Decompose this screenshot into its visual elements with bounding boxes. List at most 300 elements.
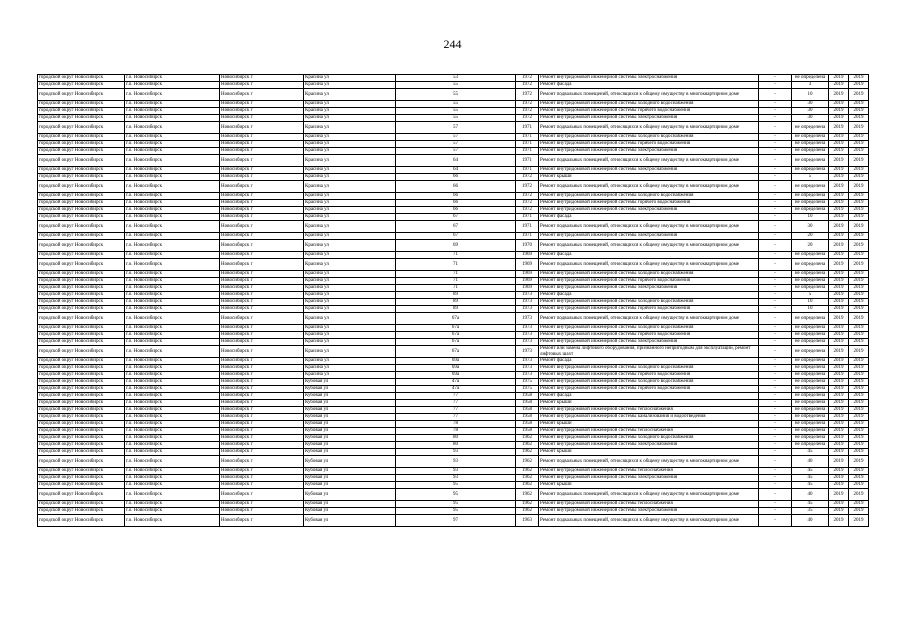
table-row — [38, 259, 869, 271]
cell-cost: 45 — [792, 482, 829, 489]
cell-house: 93 — [396, 475, 516, 482]
table-row — [38, 148, 869, 155]
cell-year-end: 2019 — [849, 207, 869, 214]
cell-settlement: Новосибирск г — [220, 482, 304, 489]
cell-dash: - — [759, 435, 792, 442]
cell-year: 1973 — [516, 365, 539, 372]
cell-street: Кубовая ул — [304, 414, 396, 421]
cell-cost: не определена — [792, 414, 829, 421]
cell-street: Красина ул — [304, 306, 396, 313]
page-number: 244 — [443, 37, 462, 51]
cell-work-type: Ремонт внутридомовой инженерной системы холодного водоснабжения — [539, 325, 759, 332]
cell-settlement: Новосибирск г — [220, 501, 304, 508]
cell-municipality: г.о. Новосибирск — [125, 259, 220, 271]
cell-year: 1971 — [516, 221, 539, 233]
cell-settlement: Новосибирск г — [220, 75, 304, 82]
table-row — [38, 181, 869, 193]
cell-okrug: городской округ Новосибирск — [38, 346, 125, 358]
cell-settlement: Новосибирск г — [220, 221, 304, 233]
cell-cost: не определена — [792, 207, 829, 214]
cell-cost: не определена — [792, 75, 829, 82]
cell-year-start: 2019 — [829, 325, 849, 332]
cell-year-end: 2019 — [849, 501, 869, 508]
cell-work-type: Ремонт крыши — [539, 400, 759, 407]
cell-house: 93 — [396, 456, 516, 468]
table-row — [38, 271, 869, 278]
cell-street: Красина ул — [304, 181, 396, 193]
cell-dash: - — [759, 299, 792, 306]
cell-cost: 10 — [792, 214, 829, 221]
cell-dash: - — [759, 141, 792, 148]
cell-year-end: 2019 — [849, 449, 869, 456]
cell-okrug: городской округ Новосибирск — [38, 393, 125, 400]
cell-street: Красина ул — [304, 358, 396, 365]
cell-year-start: 2019 — [829, 365, 849, 372]
cell-cost: 20 — [792, 233, 829, 240]
cell-year-start: 2019 — [829, 372, 849, 379]
cell-year-start: 2019 — [829, 167, 849, 174]
table-row — [38, 393, 869, 400]
cell-settlement: Новосибирск г — [220, 207, 304, 214]
cell-dash: - — [759, 449, 792, 456]
cell-cost: 40 — [792, 489, 829, 501]
cell-street: Красина ул — [304, 89, 396, 101]
cell-year: 1962 — [516, 449, 539, 456]
cell-dash: - — [759, 134, 792, 141]
cell-street: Кубовая ул — [304, 379, 396, 386]
cell-okrug: городской округ Новосибирск — [38, 325, 125, 332]
cell-year-start: 2019 — [829, 435, 849, 442]
cell-year-start: 2019 — [829, 468, 849, 475]
cell-year-start: 2019 — [829, 259, 849, 271]
cell-year: 1972 — [516, 181, 539, 193]
cell-cost: 45 — [792, 468, 829, 475]
table-row — [38, 489, 869, 501]
cell-work-type: Ремонт внутридомовой инженерной системы электроснабжения — [539, 508, 759, 515]
cell-municipality: г.о. Новосибирск — [125, 233, 220, 240]
cell-cost: не определена — [792, 285, 829, 292]
table-row — [38, 122, 869, 134]
cell-okrug: городской округ Новосибирск — [38, 468, 125, 475]
cell-settlement: Новосибирск г — [220, 115, 304, 122]
cell-cost: не определена — [792, 407, 829, 414]
cell-work-type: Ремонт подвальных помещений, относящихся к общему имуществу в многоквартирном доме — [539, 456, 759, 468]
cell-year-start: 2019 — [829, 75, 849, 82]
cell-street: Красина ул — [304, 365, 396, 372]
cell-okrug: городской округ Новосибирск — [38, 306, 125, 313]
cell-municipality: г.о. Новосибирск — [125, 428, 220, 435]
cell-municipality: г.о. Новосибирск — [125, 115, 220, 122]
cell-year-start: 2019 — [829, 449, 849, 456]
cell-dash: - — [759, 181, 792, 193]
cell-house: 93 — [396, 449, 516, 456]
table-row — [38, 515, 869, 527]
cell-work-type: Ремонт внутридомовой инженерной системы горячего водоснабжения — [539, 108, 759, 115]
cell-year-start: 2019 — [829, 386, 849, 393]
cell-settlement: Новосибирск г — [220, 421, 304, 428]
cell-settlement: Новосибирск г — [220, 346, 304, 358]
cell-work-type: Ремонт внутридомовой инженерной системы холодного водоснабжения — [539, 379, 759, 386]
cell-cost: 30 — [792, 221, 829, 233]
table-row — [38, 386, 869, 393]
cell-year-start: 2019 — [829, 482, 849, 489]
cell-street: Красина ул — [304, 207, 396, 214]
cell-street: Кубовая ул — [304, 508, 396, 515]
cell-municipality: г.о. Новосибирск — [125, 468, 220, 475]
cell-street: Красина ул — [304, 101, 396, 108]
cell-year-end: 2019 — [849, 200, 869, 207]
cell-year-start: 2019 — [829, 148, 849, 155]
cell-street: Красина ул — [304, 372, 396, 379]
cell-work-type: Ремонт подвальных помещений, относящихся к общему имуществу в многоквартирном доме — [539, 313, 759, 325]
cell-house: 55 — [396, 101, 516, 108]
cell-municipality: г.о. Новосибирск — [125, 346, 220, 358]
cell-work-type: Ремонт или замена лифтового оборудования, признанного непригодным для эксплуатации, ремонт лифтовых шахт — [539, 346, 759, 358]
cell-work-type: Ремонт фасада — [539, 82, 759, 89]
cell-settlement: Новосибирск г — [220, 155, 304, 167]
cell-settlement: Новосибирск г — [220, 214, 304, 221]
cell-year-end: 2019 — [849, 442, 869, 449]
cell-year-end: 2019 — [849, 292, 869, 299]
cell-year: 1958 — [516, 393, 539, 400]
cell-street: Красина ул — [304, 278, 396, 285]
cell-house: 64 — [396, 155, 516, 167]
cell-work-type: Ремонт подвальных помещений, относящихся к общему имуществу в многоквартирном доме — [539, 489, 759, 501]
cell-dash: - — [759, 372, 792, 379]
cell-year: 1969 — [516, 271, 539, 278]
cell-work-type: Ремонт внутридомовой инженерной системы электроснабжения — [539, 442, 759, 449]
cell-street: Красина ул — [304, 240, 396, 252]
cell-house: 66 — [396, 207, 516, 214]
cell-street: Красина ул — [304, 346, 396, 358]
cell-house: 57 — [396, 134, 516, 141]
table-row — [38, 101, 869, 108]
cell-municipality: г.о. Новосибирск — [125, 407, 220, 414]
table-row — [38, 292, 869, 299]
cell-municipality: г.о. Новосибирск — [125, 508, 220, 515]
cell-municipality: г.о. Новосибирск — [125, 414, 220, 421]
cell-street: Кубовая ул — [304, 428, 396, 435]
cell-street: Кубовая ул — [304, 468, 396, 475]
cell-dash: - — [759, 101, 792, 108]
table-row — [38, 174, 869, 181]
cell-okrug: городской округ Новосибирск — [38, 285, 125, 292]
cell-year: 1971 — [516, 167, 539, 174]
cell-dash: - — [759, 108, 792, 115]
cell-cost: не определена — [792, 252, 829, 259]
cell-street: Кубовая ул — [304, 400, 396, 407]
cell-dash: - — [759, 332, 792, 339]
cell-street: Красина ул — [304, 108, 396, 115]
cell-dash: - — [759, 278, 792, 285]
cell-street: Красина ул — [304, 221, 396, 233]
cell-cost: 10 — [792, 299, 829, 306]
cell-cost: не определена — [792, 400, 829, 407]
cell-year-end: 2019 — [849, 456, 869, 468]
cell-house: 67а — [396, 346, 516, 358]
cell-municipality: г.о. Новосибирск — [125, 278, 220, 285]
cell-house: 67а — [396, 332, 516, 339]
cell-dash: - — [759, 442, 792, 449]
cell-cost: 30 — [792, 115, 829, 122]
cell-work-type: Ремонт фасада — [539, 358, 759, 365]
cell-cost: не определена — [792, 386, 829, 393]
cell-year-start: 2019 — [829, 489, 849, 501]
cell-work-type: Ремонт внутридомовой инженерной системы теплоснабжения — [539, 468, 759, 475]
cell-year: 1963 — [516, 515, 539, 527]
cell-year: 1972 — [516, 82, 539, 89]
cell-settlement: Новосибирск г — [220, 489, 304, 501]
table-row — [38, 475, 869, 482]
cell-cost: 3 — [792, 82, 829, 89]
cell-year-start: 2019 — [829, 379, 849, 386]
cell-settlement: Новосибирск г — [220, 442, 304, 449]
cell-dash: - — [759, 428, 792, 435]
cell-house: 95 — [396, 489, 516, 501]
cell-okrug: городской округ Новосибирск — [38, 89, 125, 101]
cell-year-end: 2019 — [849, 134, 869, 141]
table-row — [38, 214, 869, 221]
cell-work-type: Ремонт внутридомовой инженерной системы электроснабжения — [539, 339, 759, 346]
cell-year-end: 2019 — [849, 108, 869, 115]
cell-municipality: г.о. Новосибирск — [125, 82, 220, 89]
cell-settlement: Новосибирск г — [220, 435, 304, 442]
cell-year-start: 2019 — [829, 299, 849, 306]
cell-house: 95 — [396, 508, 516, 515]
cell-street: Кубовая ул — [304, 435, 396, 442]
cell-work-type: Ремонт внутридомовой инженерной системы электроснабжения — [539, 207, 759, 214]
cell-year-end: 2019 — [849, 468, 869, 475]
cell-house: 97 — [396, 515, 516, 527]
table-row — [38, 193, 869, 200]
table-row — [38, 252, 869, 259]
cell-year-start: 2019 — [829, 346, 849, 358]
cell-work-type: Ремонт подвальных помещений, относящихся к общему имуществу в многоквартирном доме — [539, 240, 759, 252]
table-row — [38, 306, 869, 313]
cell-house: 78 — [396, 421, 516, 428]
cell-year-end: 2019 — [849, 379, 869, 386]
cell-cost: не определена — [792, 421, 829, 428]
cell-year: 1962 — [516, 456, 539, 468]
cell-cost: не определена — [792, 259, 829, 271]
cell-year-start: 2019 — [829, 278, 849, 285]
cell-okrug: городской округ Новосибирск — [38, 339, 125, 346]
cell-okrug: городской округ Новосибирск — [38, 181, 125, 193]
cell-settlement: Новосибирск г — [220, 508, 304, 515]
cell-okrug: городской округ Новосибирск — [38, 508, 125, 515]
table-row — [38, 407, 869, 414]
cell-year-end: 2019 — [849, 339, 869, 346]
table-row — [38, 468, 869, 475]
cell-street: Красина ул — [304, 332, 396, 339]
cell-year: 1971 — [516, 122, 539, 134]
cell-cost: 40 — [792, 515, 829, 527]
table-row — [38, 442, 869, 449]
cell-municipality: г.о. Новосибирск — [125, 421, 220, 428]
cell-dash: - — [759, 468, 792, 475]
cell-cost: не определена — [792, 358, 829, 365]
cell-dash: - — [759, 221, 792, 233]
cell-year-start: 2019 — [829, 193, 849, 200]
cell-house: 64 — [396, 167, 516, 174]
cell-house: 55 — [396, 89, 516, 101]
cell-settlement: Новосибирск г — [220, 449, 304, 456]
table-row — [38, 313, 869, 325]
cell-year-start: 2019 — [829, 207, 849, 214]
cell-municipality: г.о. Новосибирск — [125, 393, 220, 400]
cell-okrug: городской округ Новосибирск — [38, 400, 125, 407]
cell-house: 55 — [396, 108, 516, 115]
cell-work-type: Ремонт внутридомовой инженерной системы электроснабжения — [539, 115, 759, 122]
cell-settlement: Новосибирск г — [220, 456, 304, 468]
cell-municipality: г.о. Новосибирск — [125, 181, 220, 193]
cell-year-end: 2019 — [849, 115, 869, 122]
table-row — [38, 332, 869, 339]
cell-year-end: 2019 — [849, 358, 869, 365]
cell-dash: - — [759, 75, 792, 82]
cell-cost: не определена — [792, 181, 829, 193]
cell-street: Кубовая ул — [304, 489, 396, 501]
table-row — [38, 501, 869, 508]
cell-street: Красина ул — [304, 285, 396, 292]
cell-year: 1971 — [516, 155, 539, 167]
table-row — [38, 285, 869, 292]
cell-year-start: 2019 — [829, 82, 849, 89]
cell-year-start: 2019 — [829, 115, 849, 122]
cell-street: Красина ул — [304, 167, 396, 174]
table-row — [38, 75, 869, 82]
cell-dash: - — [759, 313, 792, 325]
cell-dash: - — [759, 214, 792, 221]
cell-dash: - — [759, 306, 792, 313]
cell-year: 1972 — [516, 101, 539, 108]
cell-year-end: 2019 — [849, 435, 869, 442]
cell-year-end: 2019 — [849, 489, 869, 501]
cell-okrug: городской округ Новосибирск — [38, 414, 125, 421]
cell-work-type: Ремонт внутридомовой инженерной системы холодного водоснабжения — [539, 271, 759, 278]
table-row — [38, 200, 869, 207]
cell-okrug: городской округ Новосибирск — [38, 155, 125, 167]
cell-okrug: городской округ Новосибирск — [38, 167, 125, 174]
cell-dash: - — [759, 365, 792, 372]
cell-work-type: Ремонт внутридомовой инженерной системы горячего водоснабжения — [539, 200, 759, 207]
cell-house: 95 — [396, 482, 516, 489]
cell-work-type: Ремонт внутридомовой инженерной системы электроснабжения — [539, 75, 759, 82]
table-row — [38, 482, 869, 489]
cell-work-type: Ремонт внутридомовой инженерной системы электроснабжения — [539, 285, 759, 292]
cell-okrug: городской округ Новосибирск — [38, 449, 125, 456]
cell-cost: не определена — [792, 339, 829, 346]
cell-year-end: 2019 — [849, 155, 869, 167]
cell-dash: - — [759, 207, 792, 214]
cell-house: 57 — [396, 122, 516, 134]
cell-work-type: Ремонт крыши — [539, 449, 759, 456]
cell-year: 1975 — [516, 379, 539, 386]
cell-year: 1971 — [516, 233, 539, 240]
cell-work-type: Ремонт подвальных помещений, относящихся к общему имуществу в многоквартирном доме — [539, 181, 759, 193]
cell-house: 69а — [396, 365, 516, 372]
cell-house: 55 — [396, 115, 516, 122]
cell-cost: 10 — [792, 89, 829, 101]
cell-settlement: Новосибирск г — [220, 193, 304, 200]
cell-settlement: Новосибирск г — [220, 393, 304, 400]
cell-municipality: г.о. Новосибирск — [125, 456, 220, 468]
cell-municipality: г.о. Новосибирск — [125, 515, 220, 527]
cell-year-start: 2019 — [829, 108, 849, 115]
table-row — [38, 379, 869, 386]
cell-settlement: Новосибирск г — [220, 148, 304, 155]
cell-street: Кубовая ул — [304, 501, 396, 508]
cell-municipality: г.о. Новосибирск — [125, 358, 220, 365]
cell-street: Кубовая ул — [304, 407, 396, 414]
cell-year-start: 2019 — [829, 501, 849, 508]
cell-work-type: Ремонт внутридомовой инженерной системы холодного водоснабжения — [539, 134, 759, 141]
cell-house: 67а — [396, 313, 516, 325]
cell-work-type: Ремонт внутридомовой инженерной системы электроснабжения — [539, 148, 759, 155]
cell-municipality: г.о. Новосибирск — [125, 214, 220, 221]
cell-year-end: 2019 — [849, 122, 869, 134]
cell-municipality: г.о. Новосибирск — [125, 372, 220, 379]
cell-settlement: Новосибирск г — [220, 306, 304, 313]
cell-cost: не определена — [792, 332, 829, 339]
cell-municipality: г.о. Новосибирск — [125, 400, 220, 407]
cell-year-start: 2019 — [829, 515, 849, 527]
cell-municipality: г.о. Новосибирск — [125, 339, 220, 346]
cell-settlement: Новосибирск г — [220, 108, 304, 115]
cell-house: 93 — [396, 468, 516, 475]
cell-house: 55 — [396, 82, 516, 89]
cell-dash: - — [759, 339, 792, 346]
cell-year: 1972 — [516, 207, 539, 214]
table-row — [38, 414, 869, 421]
cell-street: Красина ул — [304, 148, 396, 155]
cell-cost: не определена — [792, 435, 829, 442]
cell-cost: не определена — [792, 200, 829, 207]
cell-year-start: 2019 — [829, 358, 849, 365]
cell-settlement: Новосибирск г — [220, 167, 304, 174]
cell-street: Красина ул — [304, 339, 396, 346]
cell-dash: - — [759, 155, 792, 167]
cell-okrug: городской округ Новосибирск — [38, 501, 125, 508]
cell-work-type: Ремонт внутридомовой инженерной системы холодного водоснабжения — [539, 193, 759, 200]
cell-year-end: 2019 — [849, 233, 869, 240]
cell-year-start: 2019 — [829, 285, 849, 292]
cell-year: 1962 — [516, 468, 539, 475]
cell-work-type: Ремонт внутридомовой инженерной системы канализования и водоотведения — [539, 414, 759, 421]
cell-year-start: 2019 — [829, 271, 849, 278]
table-row — [38, 508, 869, 515]
cell-house: 77 — [396, 414, 516, 421]
table-row — [38, 155, 869, 167]
cell-year-end: 2019 — [849, 515, 869, 527]
table-row — [38, 346, 869, 358]
cell-street: Красина ул — [304, 82, 396, 89]
cell-municipality: г.о. Новосибирск — [125, 386, 220, 393]
cell-street: Кубовая ул — [304, 475, 396, 482]
cell-work-type: Ремонт внутридомовой инженерной системы теплоснабжения — [539, 501, 759, 508]
cell-year-start: 2019 — [829, 475, 849, 482]
cell-house: 71 — [396, 259, 516, 271]
cell-year-end: 2019 — [849, 306, 869, 313]
cell-settlement: Новосибирск г — [220, 515, 304, 527]
cell-settlement: Новосибирск г — [220, 325, 304, 332]
table-row — [38, 207, 869, 214]
cell-settlement: Новосибирск г — [220, 414, 304, 421]
cell-year-end: 2019 — [849, 259, 869, 271]
cell-dash: - — [759, 285, 792, 292]
cell-year-end: 2019 — [849, 101, 869, 108]
cell-year-start: 2019 — [829, 155, 849, 167]
